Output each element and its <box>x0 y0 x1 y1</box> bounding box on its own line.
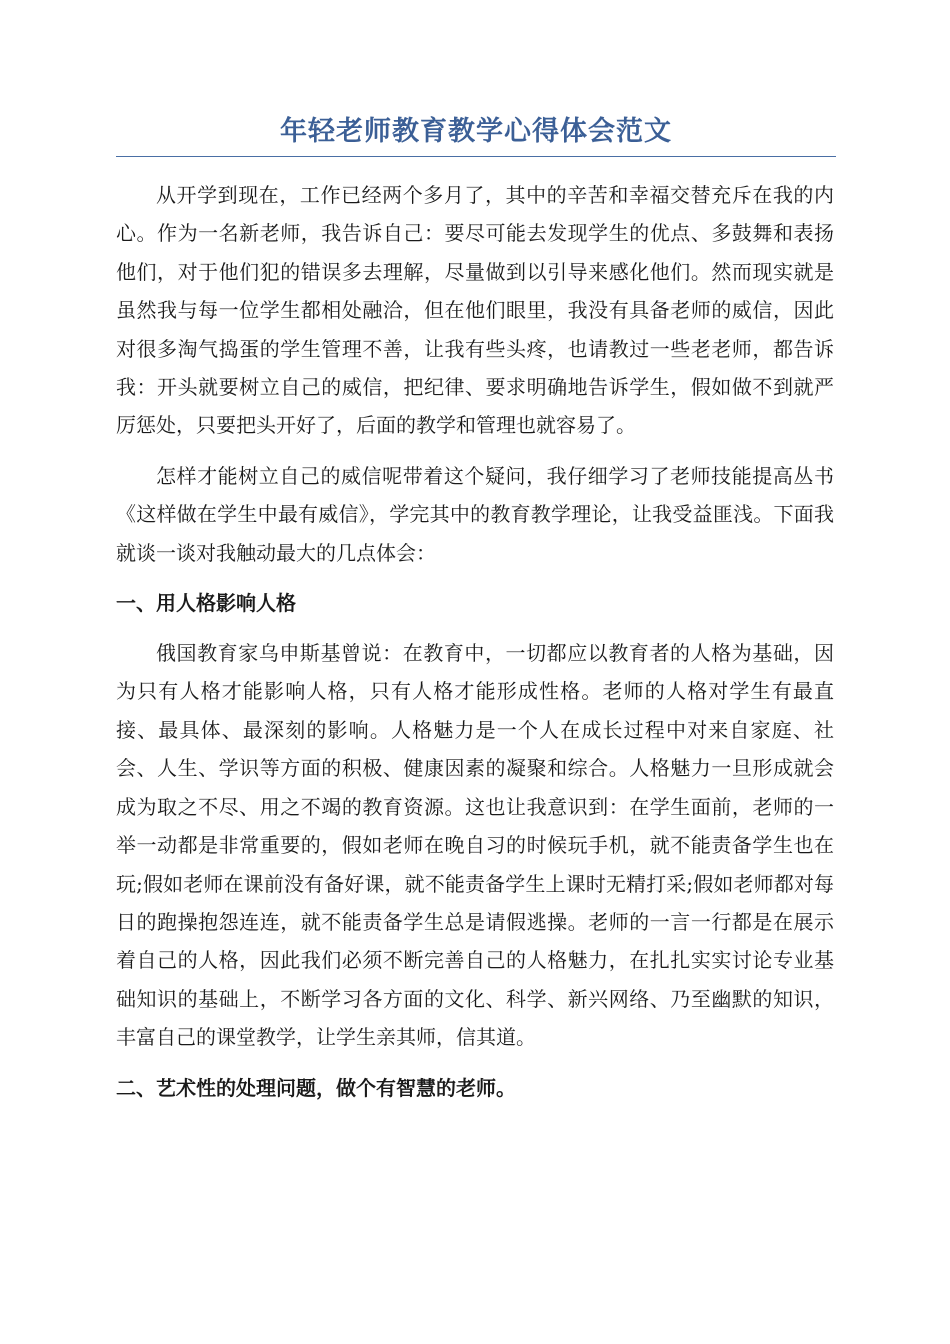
title-block <box>116 112 836 157</box>
section-heading-1: 一、用人格影响人格 <box>116 591 296 616</box>
paragraph-section-1: 俄国教育家乌申斯基曾说：在教育中，一切都应以教育者的人格为基础，因为只有人格才能影响人格，只有人格才能形成性格。老师的人格对学生有最直接、最具体、最深刻的影响。人格魅力是一个人在成长过程中对来自家庭、社会、人生、学识等方面的积极、健康因素的凝聚和综合。人格魅力一旦形成就会成为取之不尽、用之不竭的教育资源。这也让我意识到：在学生面前，老师的一举一动都是非常重要的，假如老师在晚自习的时候玩手机，就不能责备学生也在玩;假如老师在课前没有备好课，就不能责备学生上课时无精打采;假如老师都对每日的跑操抱怨连连，就不能责备学生总是请假逃操。老师的一言一行都是在展示着自己的人格，因此我们必须不断完善自己的人格魅力，在扎扎实实讨论专业基础知识的基础上，不断学习各方面的文化、科学、新兴网络、乃至幽默的知识，丰富自己的课堂教学，让学生亲其师，信其道。 <box>116 641 834 1050</box>
section-heading-2: 二、艺术性的处理问题，做个有智慧的老师。 <box>116 1075 516 1100</box>
document-title: 年轻老师教育教学心得体会范文 <box>280 116 672 147</box>
document-body <box>116 176 834 1119</box>
paragraph-question: 怎样才能树立自己的威信呢带着这个疑问，我仔细学习了老师技能提高丛书《这样做在学生中最有威信》，学完其中的教育教学理论，让我受益匪浅。下面我就谈一谈对我触动最大的几点体会： <box>116 463 834 565</box>
paragraph-intro: 从开学到现在，工作已经两个多月了，其中的辛苦和幸福交替充斥在我的内心。作为一名新老师，我告诉自己：要尽可能去发现学生的优点、多鼓舞和表扬他们，对于他们犯的错误多去理解，尽量做到以引导来感化他们。然而现实就是虽然我与每一位学生都相处融洽，但在他们眼里，我没有具备老师的威信，因此对很多淘气捣蛋的学生管理不善，让我有些头疼，也请教过一些老老师，都告诉我：开头就要树立自己的威信，把纪律、要求明确地告诉学生，假如做不到就严厉惩处，只要把头开好了，后面的教学和管理也就容易了。 <box>116 183 834 438</box>
